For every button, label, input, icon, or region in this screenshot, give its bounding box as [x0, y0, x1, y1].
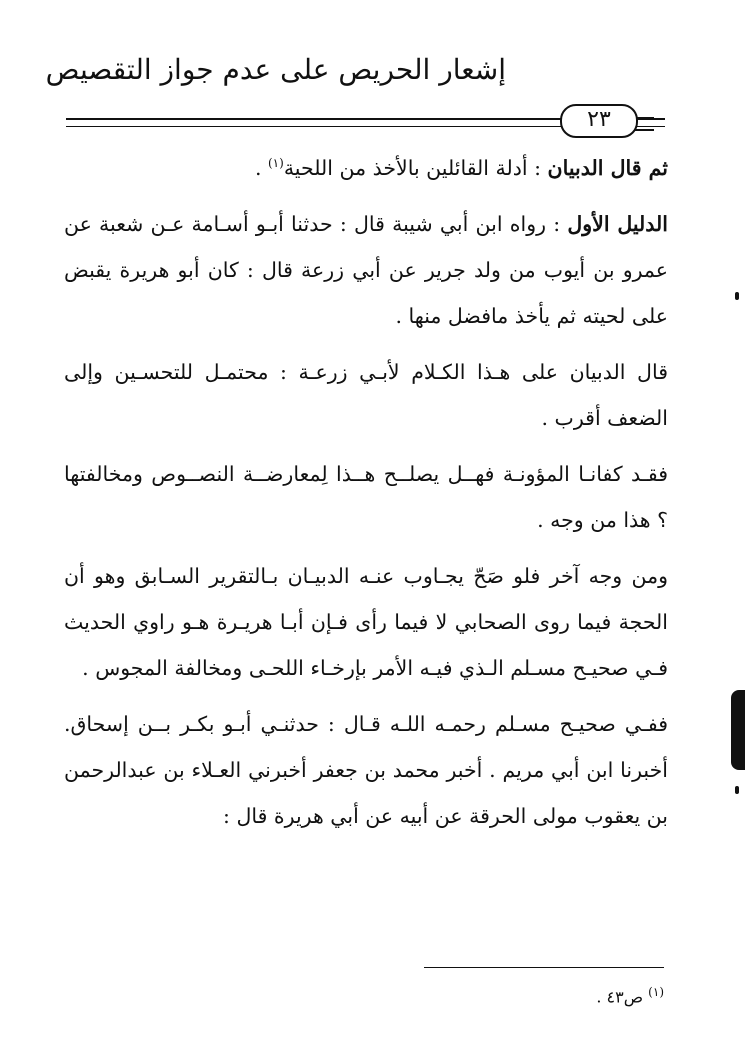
paragraph-6: ففـي صحيـح مسـلم رحمـه اللـه قـال : حدثنـي أبـو بكـر بــن إسحاق. أخبرنا ابن أبي مريم . أخبر محمد بن جعفر أخبرني العـلاء بن عبدالرحمن بن يعقوب مولى الحرقة عن أبيه عن أبي هريرة قال : [64, 711, 668, 828]
paragraph-1-text: : أدلة القائلين بالأخذ من اللحية [283, 155, 548, 180]
scan-edge-dot-upper [735, 292, 739, 300]
paragraph-2 [64, 201, 668, 339]
paragraph-2-lead: الدليل الأول [567, 211, 668, 236]
paragraph-5: ومن وجه آخر فلو صَحّ يجـاوب عنـه الدبيـان بـالتقرير السـابق وهو أن الحجة فيما روى الصحابي لا فيما رأى فـإن أبـا هريـرة هـو راوي الحديث فـي صحيـح مسـلم الـذي فيـه الأمر بإرخـاء اللحـى ومخالفة المجوس . [64, 563, 668, 680]
paragraph-1-lead: ثم قال الدبيان [547, 155, 668, 180]
paragraph-4: فقـد كفانـا المؤونـة فهــل يصلــح هــذا لِمعارضــة النصــوص ومخالفتها ؟ هذا من وجه . [64, 461, 668, 532]
scan-edge-dot-lower [735, 786, 739, 794]
page-number: ٢٣ [560, 104, 638, 138]
footnote-separator [424, 967, 664, 968]
book-title: إشعار الحريص على عدم جواز التقصيص [45, 53, 506, 86]
body-text [64, 140, 668, 849]
footnote-reference[interactable]: (١) [267, 156, 284, 170]
footnote-marker: (١) [648, 985, 664, 999]
footnote [420, 980, 664, 1009]
footnote-text: ص٤٣ . [596, 987, 649, 1007]
paragraph-3: قال الدبيان على هـذا الكـلام لأبـي زرعـة : محتمـل للتحسـين وإلى الضعف أقرب . [64, 359, 668, 430]
paragraph-1 [64, 140, 668, 191]
paragraph-1-end: . [254, 155, 268, 180]
scan-edge-mark [731, 690, 745, 770]
paragraph-2-text: : رواه ابن أبي شيبة قال : حدثنا أبـو أسـامة عـن شعبة عن عمرو بن أيوب من ولد جرير عن أبي زرعة قال : كان أبو هريرة يقبض على لحيته ثم يأخذ مافضل منها . [64, 211, 668, 328]
